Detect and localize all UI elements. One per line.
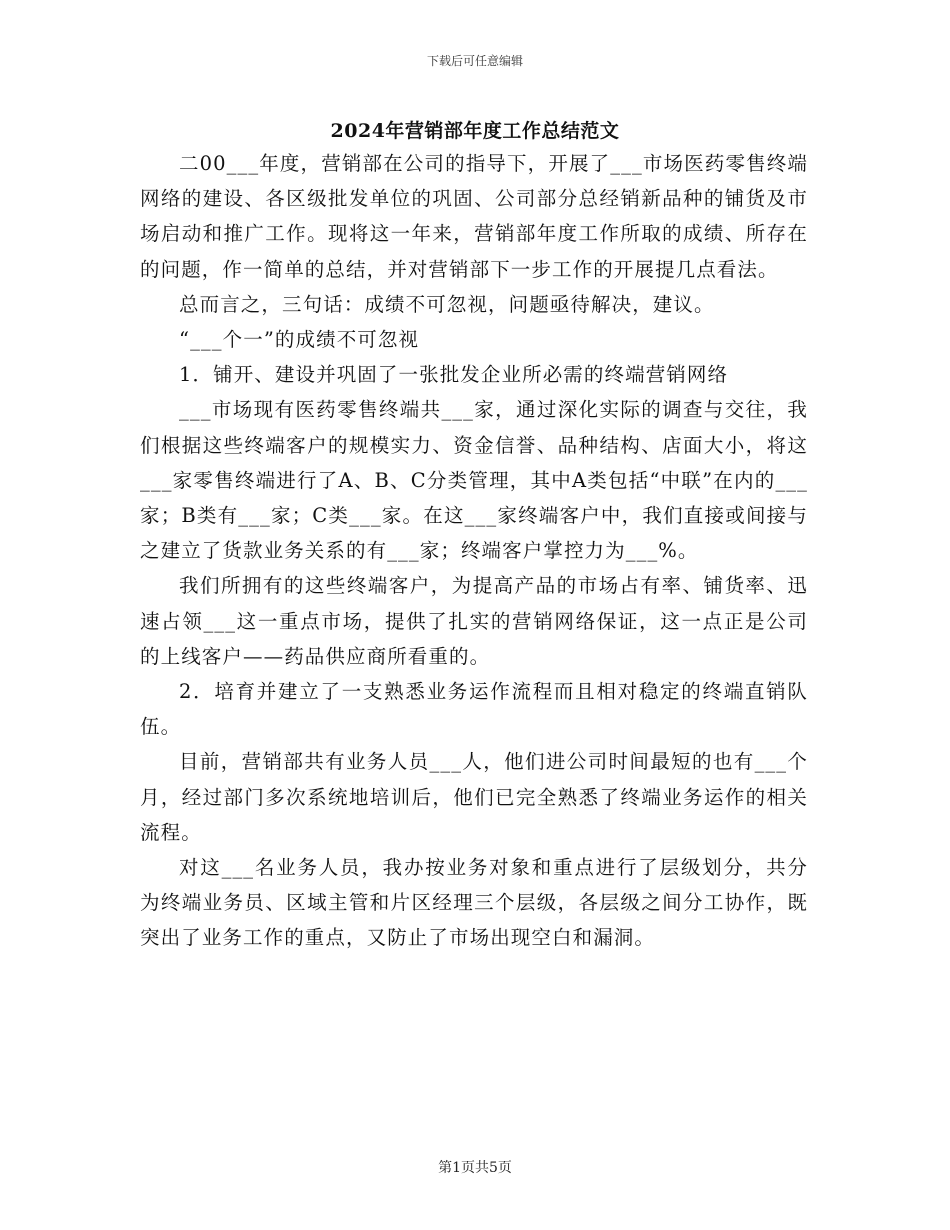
- page-number: 第1页共5页: [438, 1160, 512, 1176]
- paragraph-network-value: 我们所拥有的这些终端客户，为提高产品的市场占有率、铺货率、迅速占领___这一重点市场，提供了扎实的营销网络保证，这一点正是公司的上线客户——药品供应商所看重的。: [140, 574, 808, 668]
- document-title: 2024年营销部年度工作总结范文: [330, 120, 620, 142]
- paragraph-summary: 总而言之，三句话：成绩不可忽视，问题亟待解决，建议。: [179, 292, 715, 316]
- page-header-note: 下载后可任意编辑: [426, 54, 523, 68]
- item-heading-1: 1．铺开、建设并巩固了一张批发企业所必需的终端营销网络: [179, 363, 729, 387]
- paragraph-intro: 二00___年度，营销部在公司的指导下，开展了___市场医药零售终端网络的建设、各区级批发单位的巩固、公司部分总经销新品种的铺货及市场启动和推广工作。现将这一年来，营销部年度工作所取的成绩、所存在的问题，作一简单的总结，并对营销部下一步工作的开展提几点看法。: [140, 152, 808, 281]
- paragraph-staff-levels: 对这___名业务人员，我办按业务对象和重点进行了层级划分，共分为终端业务员、区域主管和片区经理三个层级，各层级之间分工协作，既突出了业务工作的重点，又防止了市场出现空白和漏洞。: [140, 856, 808, 950]
- paragraph-staff: 目前，营销部共有业务人员___人，他们进公司时间最短的也有___个月，经过部门多次系统地培训后，他们已完全熟悉了终端业务运作的相关流程。: [140, 750, 808, 844]
- document-body: [140, 146, 808, 956]
- item-heading-2: 2．培育并建立了一支熟悉业务运作流程而且相对稳定的终端直销队伍。: [140, 680, 808, 739]
- section-heading-achievements: “___个一”的成绩不可忽视: [179, 328, 420, 352]
- paragraph-terminal-network: ___市场现有医药零售终端共___家，通过深化实际的调查与交往，我们根据这些终端客户的规模实力、资金信誉、品种结构、店面大小，将这___家零售终端进行了A、B、C分类管理，其中A类包括“中联”在内的___家；B类有___家；C类___家。在这___家终端客户中，我们直接或间接与之建立了货款业务关系的有___家；终端客户掌控力为___%。: [140, 398, 808, 563]
